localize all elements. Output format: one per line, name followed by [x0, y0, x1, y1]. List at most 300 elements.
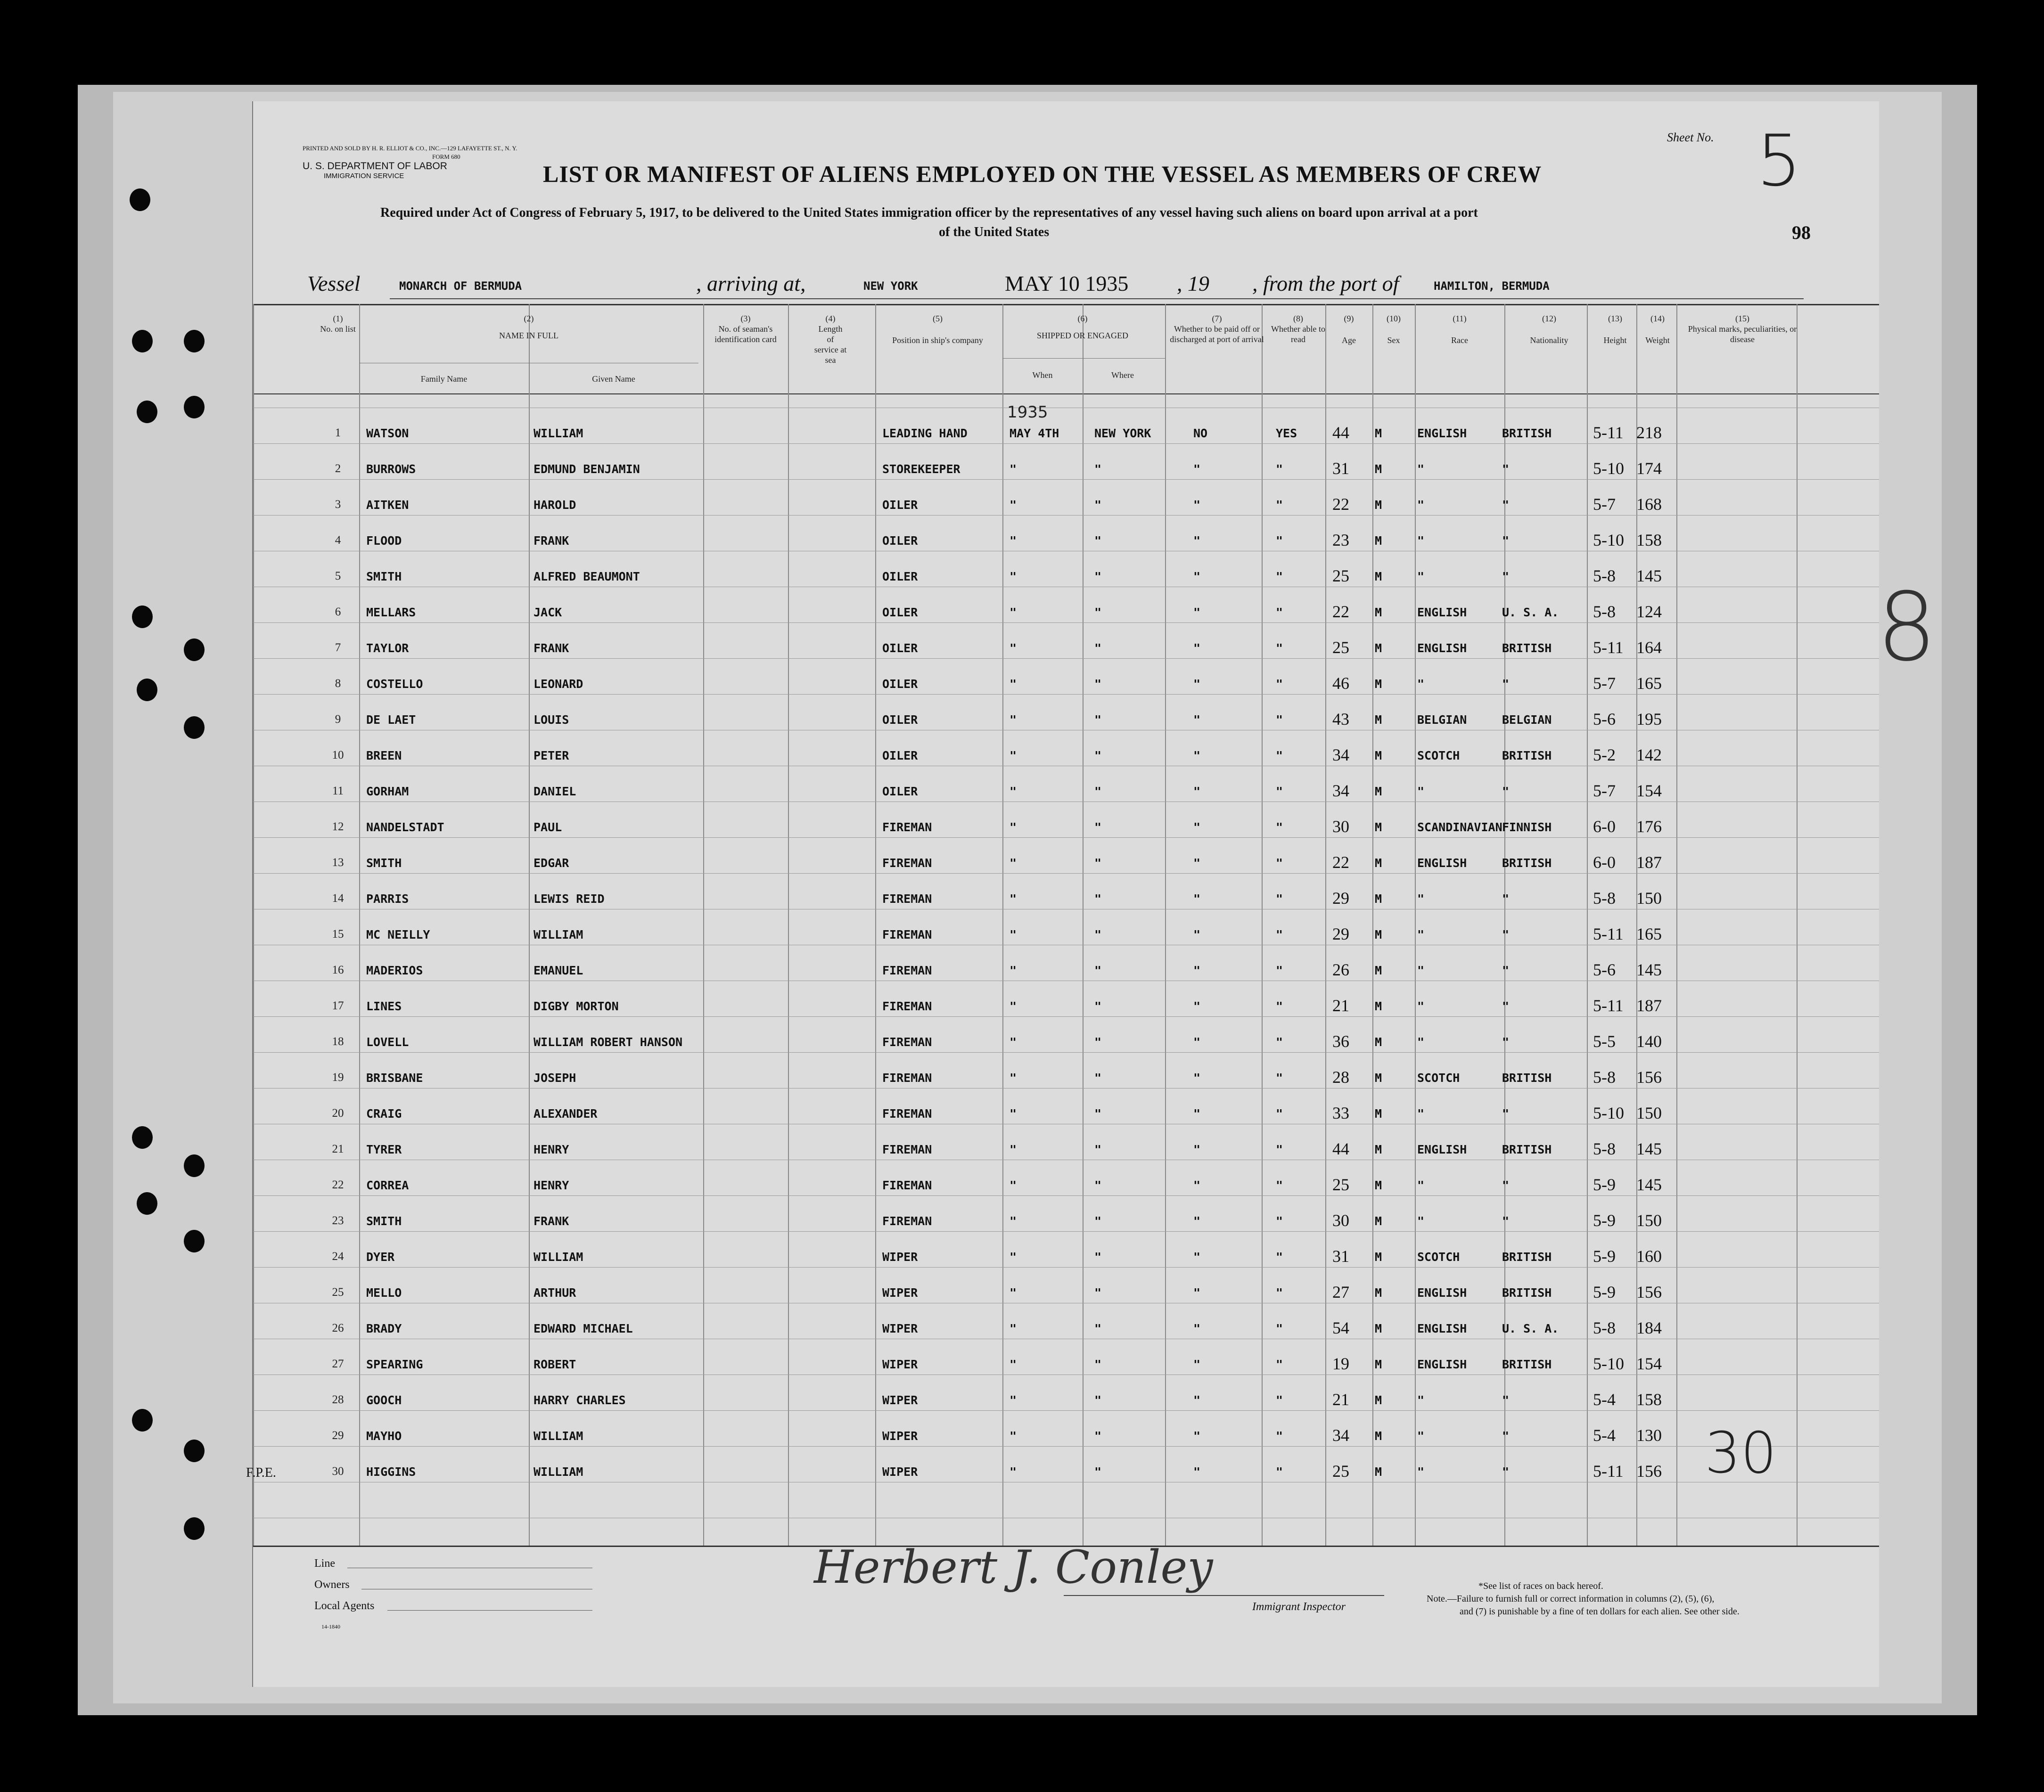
grid-row-line: [253, 1195, 1879, 1196]
cell-given: HARRY CHARLES: [534, 1393, 626, 1407]
cell-where: ": [1094, 462, 1102, 476]
col6b-label: Where: [1111, 370, 1134, 380]
cell-position: FIREMAN: [882, 1143, 932, 1156]
col11-label: Race: [1451, 335, 1468, 345]
cell-given: FRANK: [534, 641, 569, 655]
cell-paid: ": [1193, 1178, 1201, 1192]
cell-weight: 145: [1636, 566, 1662, 585]
cell-read: ": [1276, 641, 1283, 655]
cell-sex: M: [1375, 713, 1382, 727]
cell-race: ": [1417, 1178, 1425, 1192]
cell-nationality: ": [1502, 534, 1510, 548]
col4-num: (4): [825, 314, 836, 323]
cell-age: 23: [1332, 531, 1349, 549]
cell-position: WIPER: [882, 1429, 918, 1443]
cell-paid: ": [1193, 641, 1201, 655]
cell-nationality: ": [1502, 892, 1510, 906]
cell-weight: 124: [1636, 602, 1662, 621]
cell-age: 46: [1332, 674, 1349, 693]
cell-height: 5-10: [1593, 1104, 1624, 1122]
col1-num: (1): [333, 314, 343, 323]
footer-form-code: 14-1840: [321, 1623, 340, 1630]
cell-position: WIPER: [882, 1465, 918, 1479]
cell-nationality: ": [1502, 964, 1510, 977]
cell-race: ": [1417, 892, 1425, 906]
cell-family: DYER: [366, 1250, 395, 1264]
row-number: 11: [332, 785, 344, 797]
cell-given: HENRY: [534, 1178, 569, 1192]
cell-height: 5-7: [1593, 495, 1616, 514]
cell-position: WIPER: [882, 1250, 918, 1264]
cell-family: SMITH: [366, 1214, 402, 1228]
col6-label: SHIPPED OR ENGAGED: [1036, 331, 1128, 340]
cell-height: 5-9: [1593, 1211, 1616, 1230]
cell-race: ": [1417, 570, 1425, 583]
cell-when: ": [1010, 1178, 1017, 1192]
cell-where: ": [1094, 534, 1102, 548]
cell-height: 5-7: [1593, 781, 1616, 800]
cell-age: 44: [1332, 423, 1349, 442]
cell-nationality: BRITISH: [1502, 1143, 1552, 1156]
cell-family: COSTELLO: [366, 677, 423, 691]
cell-age: 26: [1332, 960, 1349, 979]
grid-column-line: [1165, 304, 1166, 1546]
cell-paid: ": [1193, 1429, 1201, 1443]
cell-weight: 150: [1636, 1104, 1662, 1122]
cell-age: 29: [1332, 889, 1349, 908]
side-mark: 8: [1877, 573, 1937, 682]
cell-height: 5-9: [1593, 1247, 1616, 1266]
cell-sex: M: [1375, 820, 1382, 834]
vessel-label: Vessel: [307, 271, 361, 295]
cell-given: WILLIAM: [534, 1429, 583, 1443]
cell-given: WILLIAM: [534, 928, 583, 941]
cell-family: SMITH: [366, 570, 402, 583]
col13-header: [1594, 313, 1636, 345]
inspector-signature: Herbert J. Conley: [814, 1541, 1213, 1594]
cell-height: 5-2: [1593, 745, 1616, 764]
cell-age: 31: [1332, 1247, 1349, 1266]
cell-weight: 165: [1636, 925, 1662, 943]
binder-hole: [137, 679, 157, 701]
cell-read: ": [1276, 999, 1283, 1013]
cell-age: 25: [1332, 1462, 1349, 1481]
cell-sex: M: [1375, 641, 1382, 655]
grid-column-line: [1797, 304, 1798, 1546]
cell-age: 34: [1332, 1426, 1349, 1445]
cell-read: ": [1276, 570, 1283, 583]
cell-race: ": [1417, 1107, 1425, 1121]
cell-race: SCOTCH: [1417, 1250, 1460, 1264]
grid-row-line: [253, 479, 1879, 480]
col7-label: Whether to be paid off or discharged at port of arrival: [1170, 324, 1264, 344]
cell-when: ": [1010, 1286, 1017, 1300]
cell-sex: M: [1375, 534, 1382, 548]
grid-column-line: [1587, 304, 1588, 1546]
cell-family: AITKEN: [366, 498, 409, 512]
table-top-rule: [253, 304, 1879, 305]
cell-race: SCOTCH: [1417, 1071, 1460, 1085]
cell-paid: ": [1193, 677, 1201, 691]
cell-sex: M: [1375, 856, 1382, 870]
signature-underline: [1064, 1595, 1384, 1596]
row-number: 12: [332, 820, 344, 833]
cell-where: ": [1094, 570, 1102, 583]
cell-position: OILER: [882, 641, 918, 655]
cell-given: EMANUEL: [534, 964, 583, 977]
cell-paid: ": [1193, 1250, 1201, 1264]
grid-column-line: [253, 304, 254, 1546]
col2a-label: Family Name: [420, 374, 468, 384]
cell-race: ": [1417, 534, 1425, 548]
cell-race: ": [1417, 1035, 1425, 1049]
cell-given: EDGAR: [534, 856, 569, 870]
cell-sex: M: [1375, 1465, 1382, 1479]
cell-where: ": [1094, 1071, 1102, 1085]
grid-column-line: [1002, 304, 1003, 1546]
cell-given: PAUL: [534, 820, 562, 834]
cell-race: ": [1417, 677, 1425, 691]
cell-where: ": [1094, 1393, 1102, 1407]
cell-read: ": [1276, 1250, 1283, 1264]
cell-sex: M: [1375, 1358, 1382, 1371]
cell-paid: ": [1193, 999, 1201, 1013]
agents-underline: [387, 1610, 592, 1611]
cell-given: FRANK: [534, 534, 569, 548]
row-number: 4: [335, 534, 341, 547]
cell-sex: M: [1375, 1071, 1382, 1085]
cell-weight: 145: [1636, 960, 1662, 979]
cell-when: ": [1010, 1429, 1017, 1443]
cell-when: ": [1010, 1214, 1017, 1228]
cell-race: ": [1417, 498, 1425, 512]
cell-age: 22: [1332, 853, 1349, 872]
cell-paid: ": [1193, 892, 1201, 906]
cell-read: ": [1276, 1107, 1283, 1121]
cell-read: ": [1276, 1286, 1283, 1300]
cell-where: ": [1094, 606, 1102, 619]
grid-column-line: [788, 304, 789, 1546]
cell-height: 5-11: [1593, 925, 1624, 943]
line-label: Line: [314, 1557, 335, 1570]
cell-given: EDWARD MICHAEL: [534, 1322, 633, 1335]
cell-paid: NO: [1193, 426, 1208, 440]
cell-nationality: ": [1502, 1393, 1510, 1407]
cell-position: OILER: [882, 713, 918, 727]
cell-height: 5-10: [1593, 459, 1624, 478]
cell-paid: ": [1193, 1393, 1201, 1407]
cell-where: ": [1094, 641, 1102, 655]
col9-label: Age: [1342, 335, 1356, 345]
cell-nationality: U. S. A.: [1502, 606, 1559, 619]
cell-position: FIREMAN: [882, 1107, 932, 1121]
cell-where: ": [1094, 928, 1102, 941]
cell-age: 25: [1332, 566, 1349, 585]
cell-family: DE LAET: [366, 713, 416, 727]
cell-when: ": [1010, 606, 1017, 619]
cell-age: 19: [1332, 1354, 1349, 1373]
cell-when: ": [1010, 1322, 1017, 1335]
cell-age: 44: [1332, 1139, 1349, 1158]
cell-race: ": [1417, 964, 1425, 977]
grid-row-line: [253, 1446, 1879, 1447]
cell-given: LEWIS REID: [534, 892, 605, 906]
inspector-label: Immigrant Inspector: [1252, 1601, 1346, 1613]
owners-label: Owners: [314, 1579, 350, 1591]
cell-where: ": [1094, 1322, 1102, 1335]
cell-family: PARRIS: [366, 892, 409, 906]
cell-position: STOREKEEPER: [882, 462, 960, 476]
cell-race: ": [1417, 1465, 1425, 1479]
row-number: 30: [332, 1465, 344, 1478]
cell-read: ": [1276, 677, 1283, 691]
cell-nationality: BRITISH: [1502, 1286, 1552, 1300]
cell-nationality: ": [1502, 928, 1510, 941]
cell-family: LOVELL: [366, 1035, 409, 1049]
cell-weight: 195: [1636, 710, 1662, 728]
printer-line: PRINTED AND SOLD BY H. R. ELLIOT & CO., INC.—129 LAFAYETTE ST., N. Y.: [303, 145, 517, 152]
cell-read: ": [1276, 606, 1283, 619]
cell-read: ": [1276, 928, 1283, 941]
cell-sex: M: [1375, 462, 1382, 476]
cell-read: ": [1276, 785, 1283, 798]
cell-family: GORHAM: [366, 785, 409, 798]
cell-race: SCOTCH: [1417, 749, 1460, 762]
cell-family: HIGGINS: [366, 1465, 416, 1479]
col6-num: (6): [1077, 314, 1088, 323]
cell-read: ": [1276, 1465, 1283, 1479]
cell-age: 30: [1332, 817, 1349, 836]
cell-where: ": [1094, 1429, 1102, 1443]
cell-sex: M: [1375, 426, 1382, 440]
binder-hole: [132, 330, 153, 352]
grid-column-line: [359, 304, 360, 1546]
cell-weight: 156: [1636, 1462, 1662, 1481]
binder-hole: [184, 396, 205, 418]
cell-race: ENGLISH: [1417, 1322, 1467, 1335]
cell-where: ": [1094, 749, 1102, 762]
cell-age: 33: [1332, 1104, 1349, 1122]
cell-family: MAYHO: [366, 1429, 402, 1443]
binder-hole: [132, 606, 153, 628]
cell-sex: M: [1375, 749, 1382, 762]
cell-given: LOUIS: [534, 713, 569, 727]
row-number: 5: [335, 570, 341, 582]
cell-nationality: BRITISH: [1502, 1071, 1552, 1085]
grid-column-line: [875, 304, 876, 1546]
cell-given: HENRY: [534, 1143, 569, 1156]
cell-when: ": [1010, 928, 1017, 941]
col2-num: (2): [524, 314, 534, 323]
cell-sex: M: [1375, 1286, 1382, 1300]
sheet-label: Sheet No.: [1667, 131, 1714, 144]
grid-row-line: [253, 515, 1879, 516]
cell-sex: M: [1375, 570, 1382, 583]
binder-hole: [184, 1154, 205, 1177]
binder-hole: [137, 1192, 157, 1215]
cell-race: ENGLISH: [1417, 641, 1467, 655]
cell-nationality: FINNISH: [1502, 820, 1552, 834]
cell-when: ": [1010, 534, 1017, 548]
binder-hole: [184, 638, 205, 661]
col15-header: [1681, 313, 1804, 344]
cell-position: FIREMAN: [882, 892, 932, 906]
cell-read: ": [1276, 1322, 1283, 1335]
from-port: HAMILTON, BERMUDA: [1434, 279, 1550, 293]
cell-race: ENGLISH: [1417, 1358, 1467, 1371]
cell-sex: M: [1375, 1393, 1382, 1407]
cell-sex: M: [1375, 1322, 1382, 1335]
cell-given: WILLIAM: [534, 1250, 583, 1264]
cell-position: FIREMAN: [882, 964, 932, 977]
cell-nationality: ": [1502, 570, 1510, 583]
cell-sex: M: [1375, 498, 1382, 512]
cell-when: ": [1010, 1393, 1017, 1407]
col12-num: (12): [1542, 314, 1556, 323]
subtitle-line-2: of the United States: [939, 225, 1050, 239]
cell-when: ": [1010, 1358, 1017, 1371]
cell-nationality: ": [1502, 498, 1510, 512]
binder-hole: [184, 1230, 205, 1252]
cell-age: 29: [1332, 925, 1349, 943]
cell-sex: M: [1375, 677, 1382, 691]
cell-age: 22: [1332, 495, 1349, 514]
row-number: 1: [335, 426, 341, 439]
row-number: 6: [335, 606, 341, 618]
cell-paid: ": [1193, 856, 1201, 870]
manifest-page: [246, 101, 1937, 1687]
cell-height: 5-8: [1593, 1318, 1616, 1337]
cell-nationality: ": [1502, 785, 1510, 798]
cell-weight: 174: [1636, 459, 1662, 478]
cell-position: OILER: [882, 570, 918, 583]
col15-num: (15): [1735, 314, 1749, 323]
row-number: 21: [332, 1143, 344, 1155]
note-races: *See list of races on back hereof.: [1478, 1581, 1603, 1591]
cell-nationality: ": [1502, 1178, 1510, 1192]
row-number: 10: [332, 749, 344, 761]
col12-header: [1504, 313, 1594, 345]
cell-age: 21: [1332, 1390, 1349, 1409]
cell-family: GOOCH: [366, 1393, 402, 1407]
grid-column-line: [1372, 304, 1373, 1546]
binder-hole: [184, 330, 205, 352]
cell-read: YES: [1276, 426, 1297, 440]
cell-weight: 142: [1636, 745, 1662, 764]
cell-weight: 140: [1636, 1032, 1662, 1051]
cell-paid: ": [1193, 1143, 1201, 1156]
cell-height: 6-0: [1593, 817, 1616, 836]
note-penalty-2: and (7) is punishable by a fine of ten dollars for each alien. See other side.: [1460, 1606, 1740, 1617]
stamp-number: 98: [1792, 222, 1811, 243]
cell-position: OILER: [882, 749, 918, 762]
cell-given: DANIEL: [534, 785, 576, 798]
cell-read: ": [1276, 1143, 1283, 1156]
cell-paid: ": [1193, 785, 1201, 798]
col5-num: (5): [933, 314, 943, 323]
col5-header: [875, 313, 1000, 345]
cell-given: ROBERT: [534, 1358, 576, 1371]
cell-sex: M: [1375, 964, 1382, 977]
cell-height: 5-5: [1593, 1032, 1616, 1051]
vessel-underline: [390, 298, 1804, 299]
cell-height: 5-4: [1593, 1390, 1616, 1409]
cell-read: ": [1276, 534, 1283, 548]
cell-paid: ": [1193, 713, 1201, 727]
cell-where: ": [1094, 964, 1102, 977]
cell-when: ": [1010, 1071, 1017, 1085]
cell-position: FIREMAN: [882, 999, 932, 1013]
cell-where: ": [1094, 1358, 1102, 1371]
cell-sex: M: [1375, 785, 1382, 798]
cell-weight: 145: [1636, 1175, 1662, 1194]
cell-height: 5-8: [1593, 566, 1616, 585]
cell-position: OILER: [882, 785, 918, 798]
header-bottom-rule: [253, 393, 1879, 394]
cell-sex: M: [1375, 1107, 1382, 1121]
col12-label: Nationality: [1530, 335, 1568, 345]
cell-family: BREEN: [366, 749, 402, 762]
cell-position: WIPER: [882, 1322, 918, 1335]
cell-height: 5-6: [1593, 960, 1616, 979]
cell-when: ": [1010, 820, 1017, 834]
cell-where: ": [1094, 498, 1102, 512]
row-number: 15: [332, 928, 344, 941]
cell-weight: 156: [1636, 1283, 1662, 1301]
cell-family: CRAIG: [366, 1107, 402, 1121]
cell-read: ": [1276, 964, 1283, 977]
cell-race: BELGIAN: [1417, 713, 1467, 727]
cell-height: 5-7: [1593, 674, 1616, 693]
col6-header: [1002, 313, 1163, 341]
cell-read: ": [1276, 1035, 1283, 1049]
cell-paid: ": [1193, 1071, 1201, 1085]
cell-when: ": [1010, 749, 1017, 762]
cell-age: 36: [1332, 1032, 1349, 1051]
cell-position: FIREMAN: [882, 1071, 932, 1085]
cell-paid: ": [1193, 606, 1201, 619]
arriving-port: NEW YORK: [863, 279, 918, 293]
cell-position: WIPER: [882, 1393, 918, 1407]
cell-position: LEADING HAND: [882, 426, 968, 440]
cell-paid: ": [1193, 1107, 1201, 1121]
cell-nationality: U. S. A.: [1502, 1322, 1559, 1335]
cell-nationality: BRITISH: [1502, 1250, 1552, 1264]
cell-position: OILER: [882, 498, 918, 512]
cell-when: ": [1010, 999, 1017, 1013]
col9-header: [1325, 313, 1372, 345]
cell-race: ": [1417, 785, 1425, 798]
cell-family: MADERIOS: [366, 964, 423, 977]
cell-nationality: BRITISH: [1502, 641, 1552, 655]
count-note: 30: [1705, 1421, 1777, 1486]
cell-weight: 165: [1636, 674, 1662, 693]
cell-age: 21: [1332, 996, 1349, 1015]
page-title: LIST OR MANIFEST OF ALIENS EMPLOYED ON THE VESSEL AS MEMBERS OF CREW: [543, 161, 1542, 187]
row-number: 25: [332, 1286, 344, 1299]
cell-paid: ": [1193, 928, 1201, 941]
col10-label: Sex: [1387, 335, 1400, 345]
cell-race: ENGLISH: [1417, 1143, 1467, 1156]
cell-height: 5-8: [1593, 602, 1616, 621]
cell-given: WILLIAM: [534, 1465, 583, 1479]
cell-when: ": [1010, 964, 1017, 977]
row-number: 29: [332, 1429, 344, 1442]
col3-label: No. of seaman's identification card: [714, 324, 777, 344]
col2-label: NAME IN FULL: [499, 331, 558, 340]
cell-age: 34: [1332, 745, 1349, 764]
cell-age: 30: [1332, 1211, 1349, 1230]
